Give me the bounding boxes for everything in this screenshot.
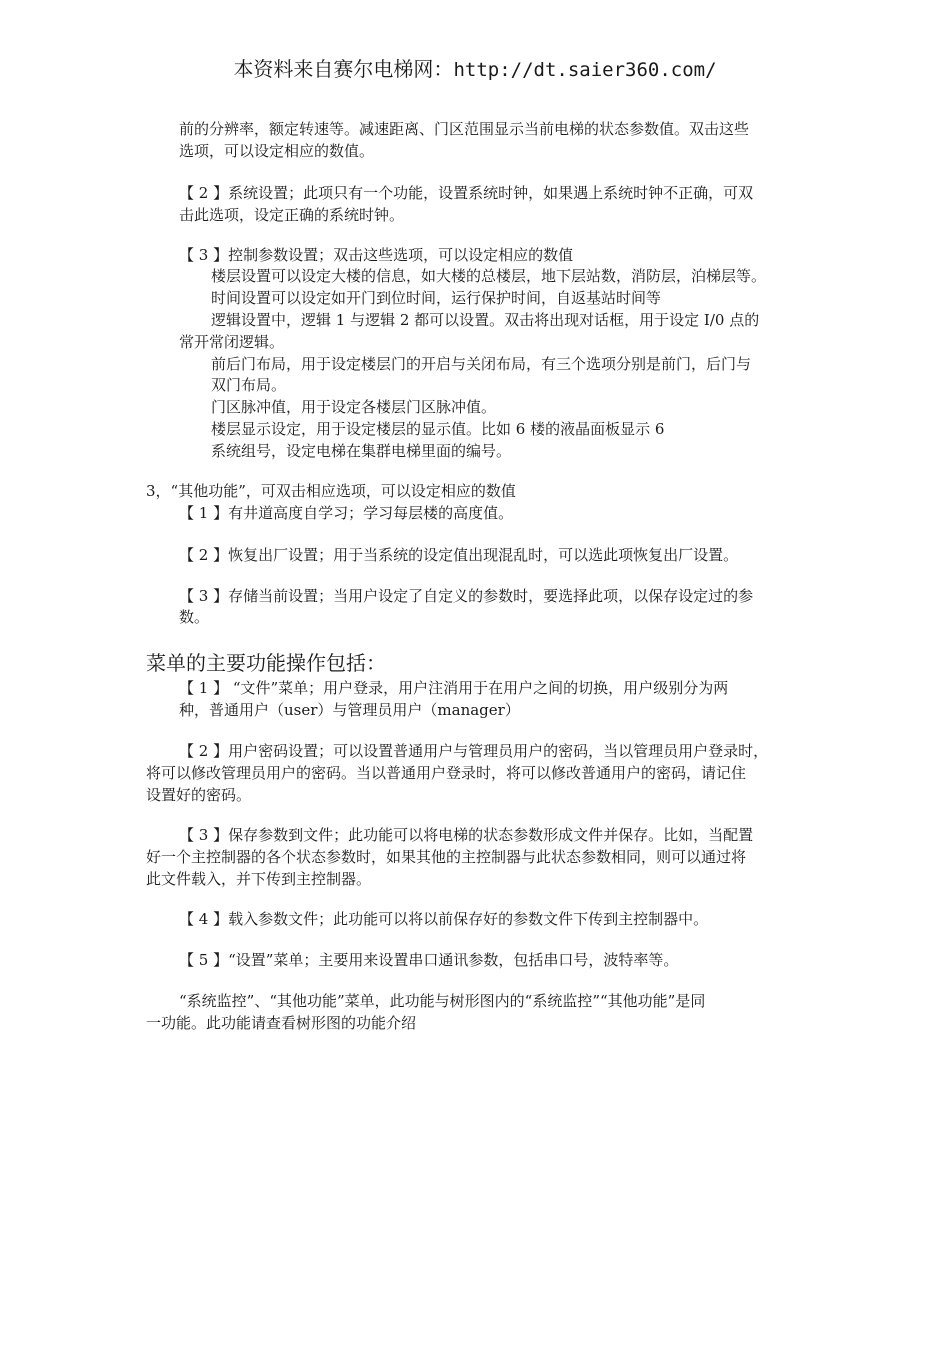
text-line: 种，普通用户（user）与管理员用户（manager） xyxy=(179,701,520,719)
text-line: 前的分辨率，额定转速等。减速距离、门区范围显示当前电梯的状态参数值。双击这些 xyxy=(179,120,750,138)
text-line: 【 1 】 “文件”菜单；用户登录，用户注消用于在用户之间的切换，用户级别分为两 xyxy=(179,679,729,697)
text-line: 一功能。此功能请查看树形图的功能介绍 xyxy=(146,1014,417,1032)
text-line: 设置好的密码。 xyxy=(146,786,252,804)
text-line: 楼层设置可以设定大楼的信息，如大楼的总楼层，地下层站数，消防层，泊梯层等。 xyxy=(211,267,767,285)
text-line: 数。 xyxy=(179,608,210,626)
text-line: 将可以修改管理员用户的密码。当以普通用户登录时，将可以修改普通用户的密码，请记住 xyxy=(146,764,747,782)
text-line: 此文件载入，并下传到主控制器。 xyxy=(146,870,372,888)
text-line: 【 4 】载入参数文件；此功能可以将以前保存好的参数文件下传到主控制器中。 xyxy=(179,910,709,928)
text-line: 时间设置可以设定如开门到位时间，运行保护时间，自返基站时间等 xyxy=(211,289,662,307)
text-line: 击此选项，设定正确的系统时钟。 xyxy=(179,206,405,224)
text-line: 【 2 】系统设置；此项只有一个功能，设置系统时钟，如果遇上系统时钟不正确，可双 xyxy=(179,184,754,202)
section-heading: 菜单的主要功能操作包括： xyxy=(146,651,386,675)
text-line: 门区脉冲值，用于设定各楼层门区脉冲值。 xyxy=(211,398,497,416)
text-line: 常开常闭逻辑。 xyxy=(179,333,285,351)
page-header xyxy=(0,56,950,83)
text-line: 【 3 】控制参数设置；双击这些选项，可以设定相应的数值 xyxy=(179,246,574,264)
text-line: 3，“其他功能”，可双击相应选项，可以设定相应的数值 xyxy=(146,482,516,500)
header-url: http://dt.saier360.com/ xyxy=(453,59,717,81)
text-line: 【 2 】恢复出厂设置；用于当系统的设定值出现混乱时，可以选此项恢复出厂设置。 xyxy=(179,546,739,564)
text-line: 双门布局。 xyxy=(211,376,287,394)
text-line: 系统组号，设定电梯在集群电梯里面的编号。 xyxy=(211,442,512,460)
text-line: 逻辑设置中，逻辑 1 与逻辑 2 都可以设置。双击将出现对话框，用于设定 I/0 点的 xyxy=(211,311,760,329)
text-line: 【 1 】有井道高度自学习；学习每层楼的高度值。 xyxy=(179,504,514,522)
text-line: 【 5 】“设置”菜单；主要用来设置串口通讯参数，包括串口号，波特率等。 xyxy=(179,951,679,969)
text-line: 【 3 】存储当前设置；当用户设定了自定义的参数时，要选择此项，以保存设定过的参 xyxy=(179,587,754,605)
text-line: 【 3 】保存参数到文件；此功能可以将电梯的状态参数形成文件并保存。比如，当配置 xyxy=(179,826,754,844)
text-line: 楼层显示设定，用于设定楼层的显示值。比如 6 楼的液晶面板显示 6 xyxy=(211,420,665,438)
text-line: 好一个主控制器的各个状态参数时，如果其他的主控制器与此状态参数相同，则可以通过将 xyxy=(146,848,747,866)
text-line: 选项，可以设定相应的数值。 xyxy=(179,142,375,160)
header-label: 本资料来自赛尔电梯网： xyxy=(233,57,454,81)
text-line: 前后门布局，用于设定楼层门的开启与关闭布局，有三个选项分别是前门，后门与 xyxy=(211,355,752,373)
text-line: 【 2 】用户密码设置；可以设置普通用户与管理员用户的密码，当以管理员用户登录时， xyxy=(179,742,769,760)
text-line: “系统监控”、“其他功能”菜单，此功能与树形图内的“系统监控”“其他功能”是同 xyxy=(179,992,706,1010)
